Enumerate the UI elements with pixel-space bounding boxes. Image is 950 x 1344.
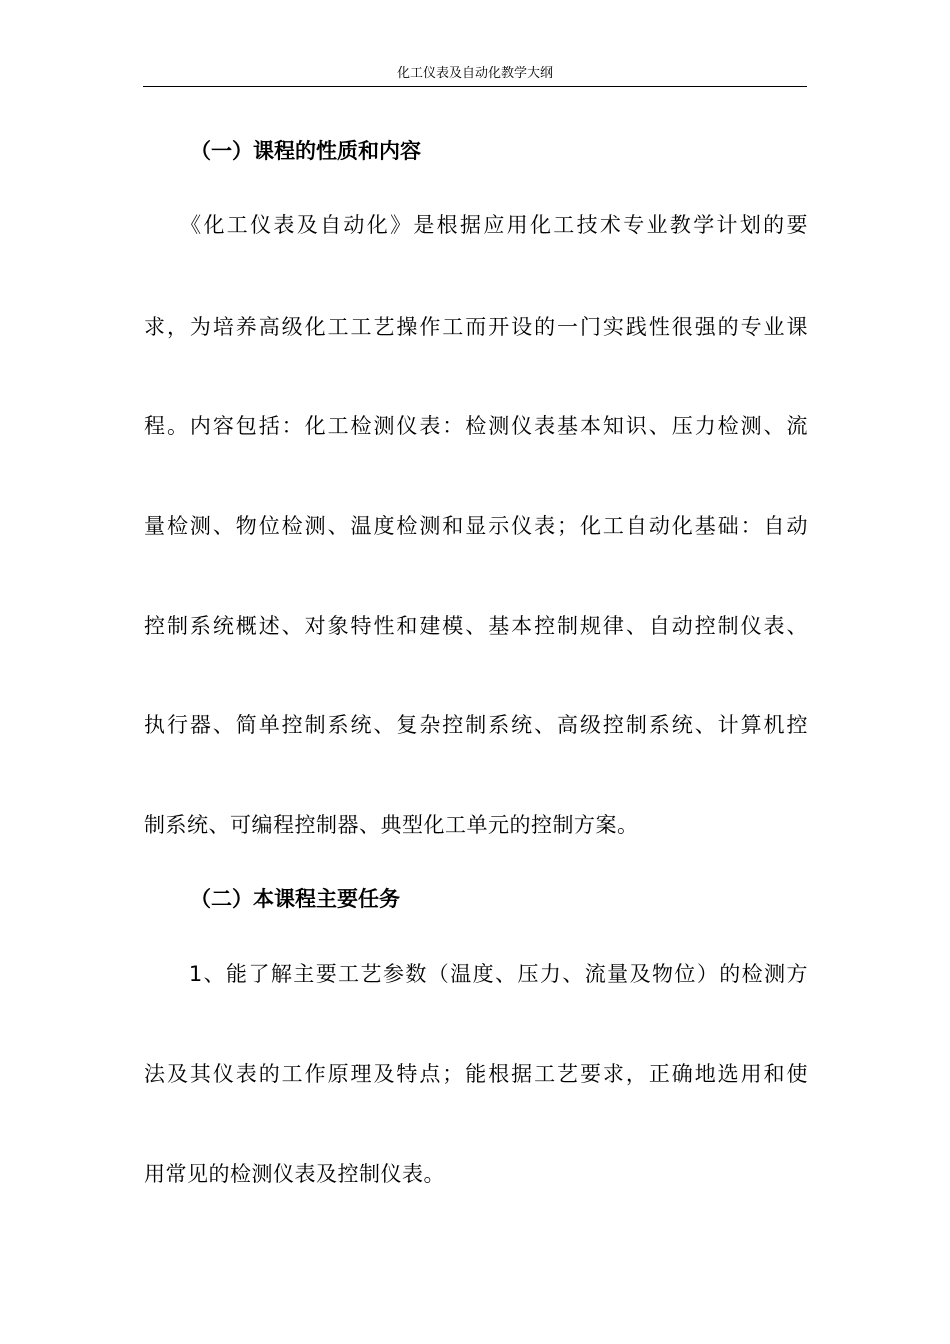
section-heading-main-tasks: （二）本课程主要任务	[190, 887, 400, 911]
paragraph-line: 控制系统概述、对象特性和建模、基本控制规律、自动控制仪表、	[144, 614, 808, 638]
paragraph-line: 法及其仪表的工作原理及特点；能根据工艺要求，正确地选用和使	[144, 1062, 808, 1086]
paragraph-line: 执行器、简单控制系统、复杂控制系统、高级控制系统、计算机控	[144, 713, 808, 737]
paragraph-line: 量检测、物位检测、温度检测和显示仪表；化工自动化基础：自动	[144, 514, 808, 538]
paragraph-line: 《化工仪表及自动化》是根据应用化工技术专业教学计划的要	[144, 213, 808, 237]
paragraph-line: 程。内容包括：化工检测仪表：检测仪表基本知识、压力检测、流	[144, 414, 808, 438]
header-title: 化工仪表及自动化教学大纲	[396, 66, 553, 81]
paragraph-line: 求，为培养高级化工工艺操作工而开设的一门实践性很强的专业课	[144, 315, 808, 339]
paragraph-line: 用常见的检测仪表及控制仪表。	[144, 1162, 445, 1186]
paragraph-line: 1、能了解主要工艺参数（温度、压力、流量及物位）的检测方	[144, 962, 808, 986]
paragraph-line: 制系统、可编程控制器、典型化工单元的控制方案。	[144, 813, 639, 837]
page-header	[143, 64, 807, 87]
section-heading-nature-content: （一）课程的性质和内容	[190, 139, 421, 163]
